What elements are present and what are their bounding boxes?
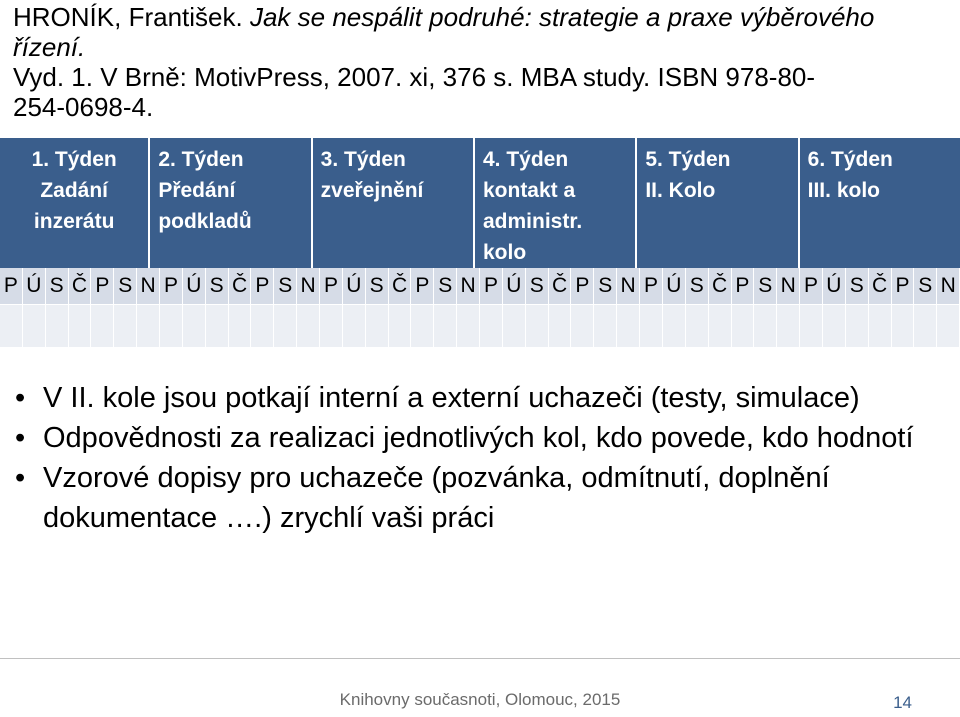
bullet-text: Vzorové dopisy pro uchazeče (pozvánka, odmítnutí, doplnění dokumentace ….) zrychlí vaši práci (43, 462, 830, 534)
schedule-cell (937, 305, 960, 347)
bullet-list (15, 378, 945, 538)
day-cell: P (800, 268, 823, 304)
day-cell: N (937, 268, 960, 304)
day-cell: S (206, 268, 229, 304)
day-cell: S (914, 268, 937, 304)
schedule-cell (457, 305, 480, 347)
bullet-dot-icon: • (15, 422, 26, 454)
schedule-cell (411, 305, 434, 347)
bullet-text: Odpovědnosti za realizaci jednotlivých kol, kdo povede, kdo hodnotí (43, 422, 914, 454)
citation-publication: Vyd. 1. V Brně: MotivPress, 2007. xi, 376 s. MBA study. ISBN 978-80- (13, 62, 816, 92)
schedule-cell (823, 305, 846, 347)
schedule-cell (251, 305, 274, 347)
schedule-cell (914, 305, 937, 347)
schedule-cell (343, 305, 366, 347)
week-line: kontakt a (482, 179, 576, 202)
day-cell: P (251, 268, 274, 304)
schedule-cell (617, 305, 640, 347)
day-cell: Ú (663, 268, 686, 304)
day-cell: P (411, 268, 434, 304)
schedule-cell (571, 305, 594, 347)
bullet-item (15, 378, 945, 418)
schedule-cell (686, 305, 709, 347)
citation-title: Jak se nespálit podruhé: strategie a praxe výběrového řízení. (13, 2, 875, 62)
week-line: Zadání (40, 179, 108, 202)
day-cell: S (754, 268, 777, 304)
day-cell: N (297, 268, 320, 304)
schedule-cell (549, 305, 572, 347)
bullet-dot-icon: • (15, 382, 26, 414)
schedule-cell (229, 305, 252, 347)
day-cell: Č (389, 268, 412, 304)
bullet-item (15, 458, 945, 538)
day-cell: N (777, 268, 800, 304)
day-cell: P (640, 268, 663, 304)
citation (13, 2, 948, 122)
day-cell: P (0, 268, 23, 304)
schedule-cell (274, 305, 297, 347)
week-cell-5 (637, 138, 799, 268)
week-cell-4 (475, 138, 637, 268)
week-line: III. kolo (807, 179, 880, 202)
schedule-cell (91, 305, 114, 347)
week-line: inzerátu (33, 210, 115, 233)
week-line: 6. Týden (807, 148, 893, 171)
week-line: 3. Týden (320, 148, 406, 171)
schedule-cell (480, 305, 503, 347)
day-cell: P (320, 268, 343, 304)
schedule-cell (663, 305, 686, 347)
day-cell: Ú (23, 268, 46, 304)
bullet-dot-icon: • (15, 462, 26, 494)
day-cell: P (732, 268, 755, 304)
schedule-cell (160, 305, 183, 347)
day-cell: Č (709, 268, 732, 304)
day-cell: P (160, 268, 183, 304)
schedule-cell (594, 305, 617, 347)
day-cell: P (571, 268, 594, 304)
day-cell: P (892, 268, 915, 304)
day-cell: S (526, 268, 549, 304)
schedule-cell (0, 305, 23, 347)
schedule-cell (640, 305, 663, 347)
day-cell: S (594, 268, 617, 304)
schedule-cell (320, 305, 343, 347)
schedule-cell (137, 305, 160, 347)
week-line: 1. Týden (31, 148, 117, 171)
day-cell: Ú (343, 268, 366, 304)
weeks-header-row (0, 138, 960, 268)
schedule-cell (503, 305, 526, 347)
schedule-cell (526, 305, 549, 347)
schedule-cell (892, 305, 915, 347)
schedule-cell (46, 305, 69, 347)
week-line: podkladů (158, 210, 252, 233)
schedule-cell (366, 305, 389, 347)
week-line: 2. Týden (158, 148, 244, 171)
day-cell: S (846, 268, 869, 304)
day-cell: N (617, 268, 640, 304)
day-cell: Č (549, 268, 572, 304)
schedule-cell (23, 305, 46, 347)
week-line: zveřejnění (320, 179, 424, 202)
day-cell: S (114, 268, 137, 304)
day-cell: Ú (823, 268, 846, 304)
schedule-cell (732, 305, 755, 347)
day-cell: S (46, 268, 69, 304)
day-cell: N (137, 268, 160, 304)
schedule-cell (800, 305, 823, 347)
day-cell: S (366, 268, 389, 304)
schedule-cell (869, 305, 892, 347)
page-number: 14 (893, 693, 912, 712)
footer-text: Knihovny současnoti, Olomouc, 2015 (339, 690, 621, 709)
day-cell: P (480, 268, 503, 304)
schedule-cell (69, 305, 92, 347)
empty-schedule-row (0, 305, 960, 347)
day-cell: N (457, 268, 480, 304)
week-line: 4. Týden (482, 148, 569, 171)
day-cell: S (274, 268, 297, 304)
schedule-cell (434, 305, 457, 347)
schedule-cell (709, 305, 732, 347)
citation-author: HRONÍK, František. (13, 2, 243, 32)
week-cell-2 (150, 138, 312, 268)
week-cell-1 (0, 138, 150, 268)
day-cell: P (91, 268, 114, 304)
schedule-cell (206, 305, 229, 347)
day-cell: Č (69, 268, 92, 304)
week-line: 5. Týden (645, 148, 731, 171)
week-line: Předání (158, 179, 236, 202)
week-line: II. Kolo (645, 179, 716, 202)
schedule-cell (389, 305, 412, 347)
week-line: kolo (482, 241, 527, 264)
day-cell: Č (869, 268, 892, 304)
schedule-cell (846, 305, 869, 347)
footer-divider (0, 658, 960, 659)
day-cell: S (434, 268, 457, 304)
day-cell: Ú (503, 268, 526, 304)
schedule-cell (297, 305, 320, 347)
days-row (0, 268, 960, 305)
week-line: administr. (482, 210, 583, 233)
bullet-item (15, 418, 945, 458)
day-cell: Ú (183, 268, 206, 304)
schedule-cell (183, 305, 206, 347)
schedule-cell (777, 305, 800, 347)
schedule-cell (754, 305, 777, 347)
citation-isbn-end: 254-0698-4. (13, 92, 154, 122)
schedule-cell (114, 305, 137, 347)
day-cell: Č (229, 268, 252, 304)
bullet-text: V II. kole jsou potkají interní a externí uchazeči (testy, simulace) (43, 382, 860, 414)
week-cell-3 (313, 138, 475, 268)
week-cell-6 (800, 138, 960, 268)
day-cell: S (686, 268, 709, 304)
